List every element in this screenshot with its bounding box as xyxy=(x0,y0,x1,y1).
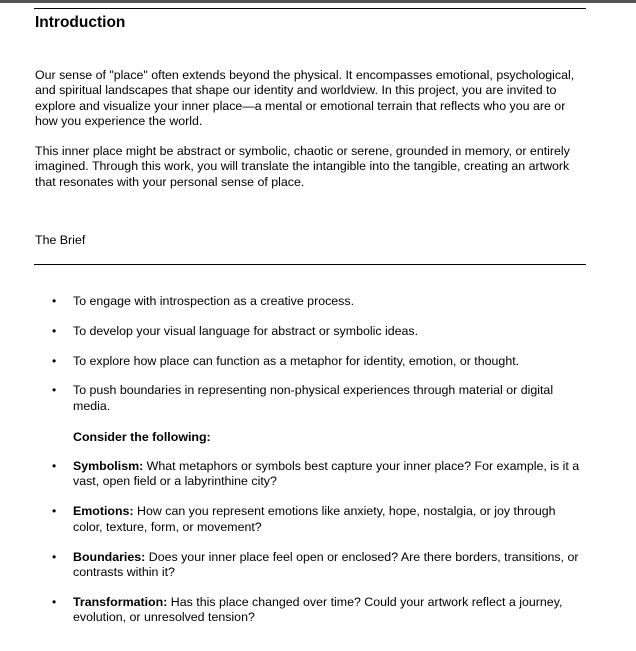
top-divider xyxy=(34,8,586,9)
list-item xyxy=(34,294,586,309)
bullet-icon: • xyxy=(52,383,57,398)
bullet-icon: • xyxy=(52,504,57,519)
intro-paragraph-1: Our sense of "place" often extends beyond the physical. It encompasses emotional, psychological, and spiritual landscapes that shape our identity and worldview. In this project, you are invited to explore and visualize your inner place—a mental or emotional terrain that reflects who you are or how you experience the world. xyxy=(35,68,575,129)
consideration-text: Does your inner place feel open or enclosed? Are there borders, transitions, or contrasts within it? xyxy=(73,549,579,580)
list-item xyxy=(34,324,586,339)
consideration-text: How can you represent emotions like anxiety, hope, nostalgia, or joy through color, texture, form, or movement? xyxy=(73,504,556,534)
list-item xyxy=(34,354,586,369)
considerations-list xyxy=(34,459,586,641)
consideration-text: What metaphors or symbols best capture your inner place? For example, is it a vast, open field or a labyrinthine city? xyxy=(73,459,580,489)
consideration-term: Transformation: xyxy=(73,595,168,610)
consideration-term: Symbolism: xyxy=(73,459,144,473)
bullet-icon: • xyxy=(52,459,57,473)
intro-paragraph-2: This inner place might be abstract or symbolic, chaotic or serene, grounded in memory, or entirely imagined. Through this work, you will translate the intangible into the tangible, creating an artwork that resonates with your personal sense of place. xyxy=(35,144,570,189)
aim-text: To develop your visual language for abstract or symbolic ideas. xyxy=(73,323,419,338)
list-item xyxy=(34,383,586,413)
brief-heading: The Brief xyxy=(35,233,86,247)
brief-divider xyxy=(34,264,586,265)
bullet-icon: • xyxy=(52,353,57,368)
list-item xyxy=(34,504,586,534)
consideration-text: Has this place changed over time? Could your artwork reflect a journey, evolution, or unresolved tension? xyxy=(73,595,563,625)
aims-list xyxy=(34,294,586,428)
bullet-icon: • xyxy=(52,294,57,308)
introduction-heading: Introduction xyxy=(35,14,126,31)
aim-text: To push boundaries in representing non-physical experiences through material or digital media. xyxy=(73,383,554,413)
consideration-term: Boundaries: xyxy=(73,549,146,564)
list-item xyxy=(34,459,586,489)
list-item xyxy=(34,595,586,625)
bullet-icon: • xyxy=(52,549,57,564)
aim-text: To explore how place can function as a metaphor for identity, emotion, or thought. xyxy=(73,353,520,368)
bullet-icon: • xyxy=(52,595,57,610)
consider-label: Consider the following: xyxy=(73,430,211,444)
top-border xyxy=(0,0,636,3)
list-item xyxy=(34,550,586,580)
consideration-term: Emotions: xyxy=(73,504,134,519)
bullet-icon: • xyxy=(52,323,57,338)
aim-text: To engage with introspection as a creative process. xyxy=(73,294,355,308)
